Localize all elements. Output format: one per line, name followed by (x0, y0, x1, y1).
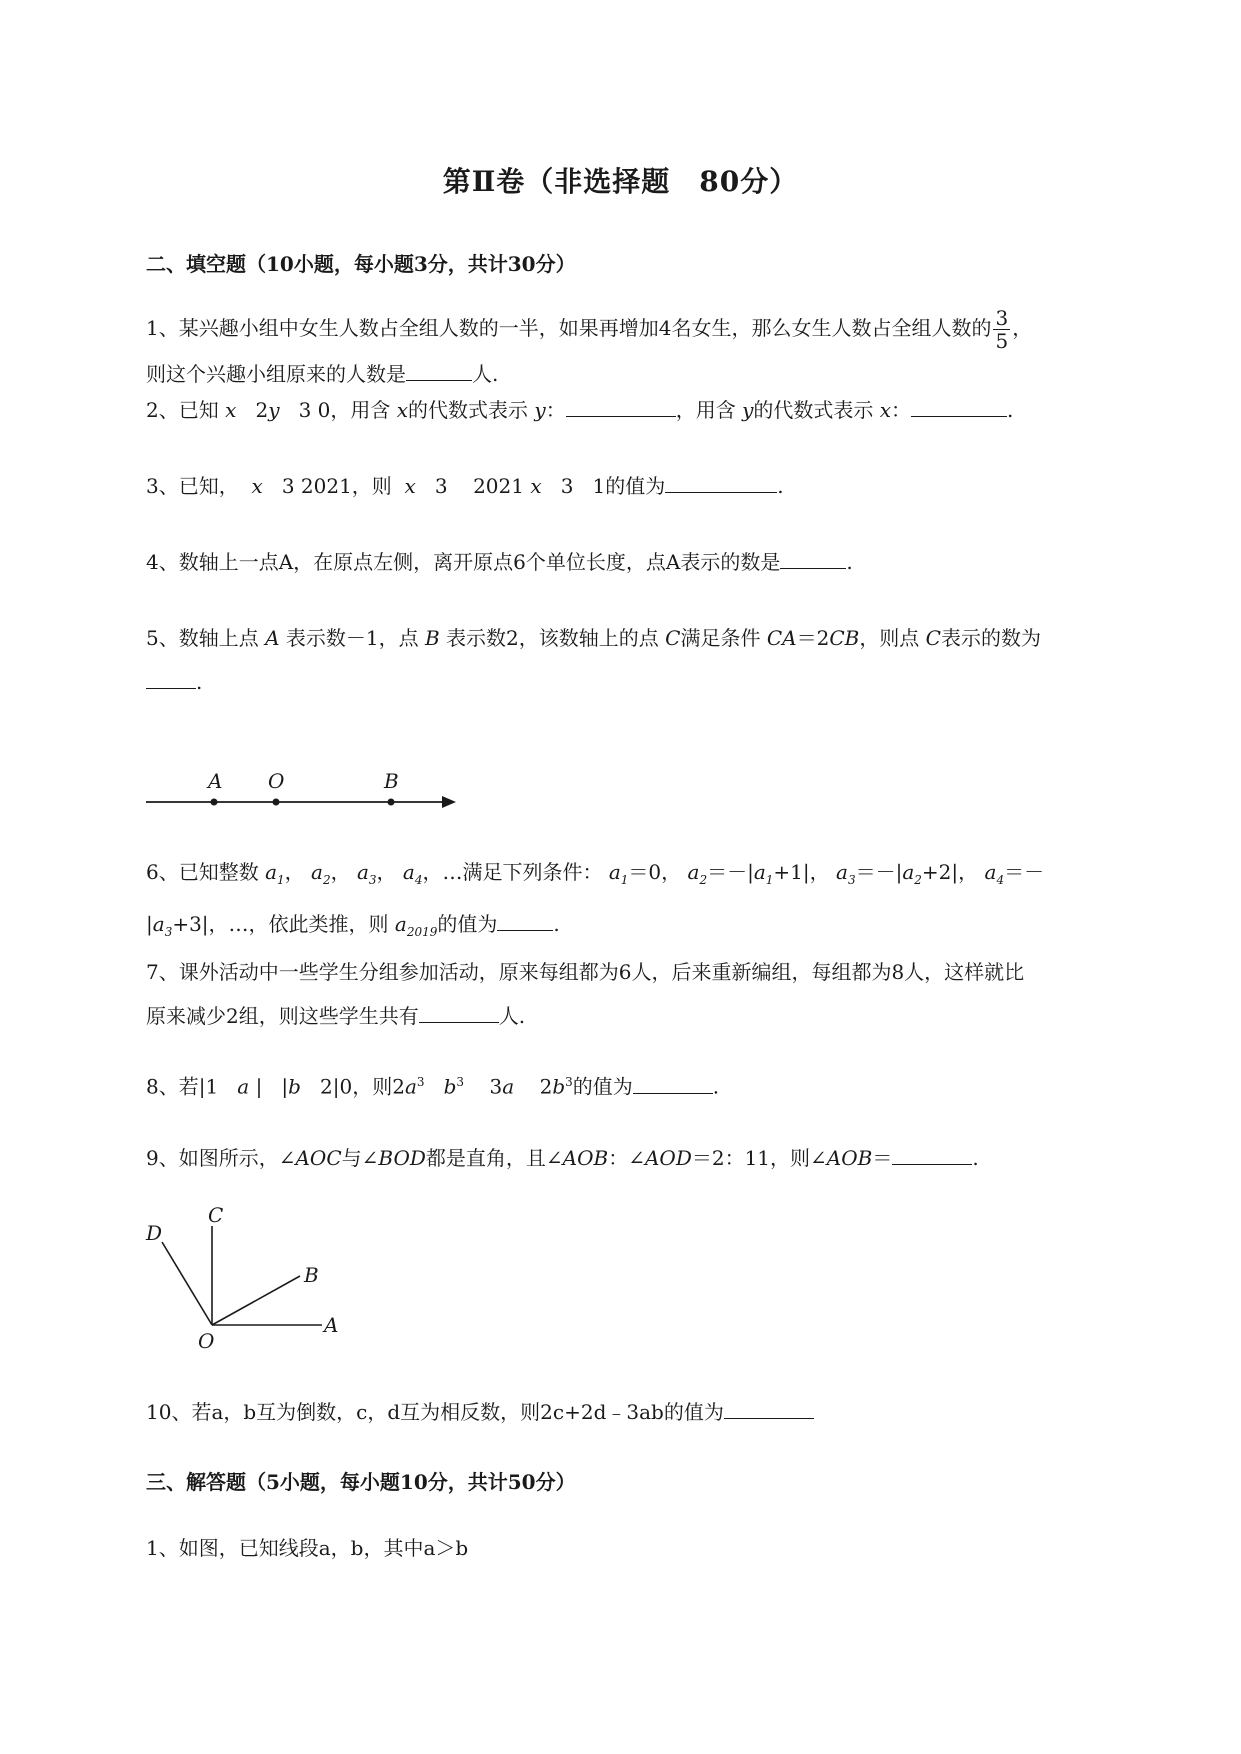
label-A: A (324, 1313, 339, 1337)
superscript: 3 (416, 1075, 425, 1089)
subscript: 1 (620, 873, 629, 887)
q6-text: 6、已知整数 (146, 860, 259, 884)
angle-figure (140, 1200, 340, 1353)
angle-aoc: AOC (295, 1146, 342, 1170)
var-a: a (984, 860, 997, 884)
answer-blank (724, 1396, 814, 1419)
var-x: x (396, 398, 409, 422)
point-b-dot (388, 799, 395, 806)
var-a: a (265, 860, 278, 884)
comma: ， (284, 860, 305, 884)
q3-text-2: 2021，则 (300, 474, 392, 498)
var-b: b (443, 1074, 457, 1099)
subscript: 3 (164, 925, 173, 939)
var-a: a (394, 912, 407, 936)
abs-bar: | (281, 1074, 289, 1099)
var-a: a (753, 860, 766, 884)
page-title: 第Ⅱ卷（非选择题 80分） (442, 165, 799, 198)
q4-end: . (846, 550, 853, 574)
var-a: a (902, 860, 915, 884)
q2-text-3: 的代数式表示 (408, 398, 529, 422)
var-a: a (687, 860, 700, 884)
subscript: 2019 (406, 925, 438, 939)
q8-coef: 3 (489, 1074, 503, 1099)
answer-question-1 (146, 1526, 1146, 1570)
number-line-figure (146, 768, 466, 818)
var-a: a (311, 860, 323, 884)
q3-const: 3 (434, 474, 448, 498)
q6-text-3: ＝0， (628, 860, 682, 884)
q2-colon: ： (891, 398, 912, 422)
var-y: y (268, 398, 280, 422)
q5-eq: ＝2 (796, 626, 830, 650)
q8-text-2: 2| (320, 1074, 340, 1099)
subscript: 4 (414, 873, 423, 887)
ray-od (162, 1242, 212, 1325)
fraction-numerator: 3 (995, 306, 1009, 330)
superscript: 3 (565, 1075, 573, 1089)
point-a-dot (211, 799, 218, 806)
abs-bar: | (146, 912, 153, 936)
q2-colon: ： (545, 398, 566, 422)
q3-const: 3 (281, 474, 295, 498)
label-C: C (208, 1203, 224, 1227)
q8-text-3: 0，则2 (339, 1074, 405, 1099)
point-C: C (925, 626, 941, 650)
q6-text-10: 的值为 (437, 912, 498, 936)
question-3 (146, 464, 1146, 508)
var-a: a (356, 860, 369, 884)
var-a: a (152, 912, 165, 936)
q3-text-3: 1的值为 (592, 474, 666, 498)
answer-blank (566, 394, 676, 417)
q3-const-2: 2021 (473, 474, 524, 498)
q6-text-5: +1|， (773, 860, 830, 884)
question-2 (146, 388, 1146, 432)
label-D: D (146, 1221, 163, 1245)
q2-text: 2、已知 (146, 398, 219, 422)
q6-text-8: ＝－ (1004, 860, 1045, 884)
answer-blank (780, 546, 846, 569)
answer-blank (892, 1142, 972, 1165)
var-x: x (251, 474, 263, 498)
arrow-right-icon (442, 796, 456, 808)
fraction (993, 307, 1010, 352)
q3-end: . (777, 474, 784, 498)
var-a: a (402, 860, 415, 884)
var-a: a (836, 860, 848, 884)
comma: ， (330, 860, 351, 884)
label-B: B (384, 769, 399, 793)
q3-text: 3、已知， (146, 474, 239, 498)
answer-blank (497, 908, 553, 931)
angle-aob: AOB (826, 1146, 873, 1170)
section-fill-heading: 二、填空题（10小题，每小题3分，共计30分） (146, 252, 576, 276)
q4-text: 4、数轴上一点A，在原点左侧，离开原点6个单位长度，点A表示的数是 (146, 550, 781, 574)
q5-end: . (196, 670, 203, 694)
q9-text-2: 与∠ (341, 1146, 379, 1170)
var-b: b (288, 1074, 301, 1099)
label-A: A (208, 769, 223, 793)
question-10 (146, 1390, 1146, 1434)
q5-text-4: 满足条件 (680, 626, 761, 650)
q8-end: . (712, 1074, 720, 1099)
var-y: y (742, 398, 754, 422)
subscript: 1 (765, 873, 774, 887)
question-6 (146, 850, 1146, 954)
subscript: 2 (914, 873, 922, 887)
label-O: O (198, 1329, 215, 1353)
q7-unit: 人. (498, 1004, 526, 1028)
point-A: A (265, 626, 280, 650)
point-C: C (665, 626, 681, 650)
var-a: a (237, 1074, 250, 1099)
superscript: 3 (456, 1075, 465, 1089)
var-x: x (404, 474, 416, 498)
q9-text-4: ：∠ (608, 1146, 645, 1170)
subscript: 3 (368, 873, 377, 887)
q9-text-5: ＝2：11，则∠ (691, 1146, 827, 1170)
q5-text-3: 表示数2，该数轴上的点 (446, 626, 659, 650)
point-o-dot (273, 799, 280, 806)
q9-end: . (972, 1146, 979, 1170)
fraction-denominator: 5 (995, 329, 1009, 353)
answer-blank (406, 358, 472, 381)
var-x: x (530, 474, 542, 498)
subscript: 4 (996, 873, 1005, 887)
q9-text: 9、如图所示，∠ (146, 1146, 296, 1170)
q8-text: 8、若|1 (146, 1074, 219, 1099)
var-x: x (225, 398, 237, 422)
q1-punct: ， (1012, 316, 1033, 340)
answer-blank (419, 1000, 499, 1023)
var-a: a (608, 860, 621, 884)
abs-bar: | (255, 1074, 263, 1099)
q1-text: 1、某兴趣小组中女生人数占全组人数的一半，如果再增加4名女生，那么女生人数占全组人数的 (146, 316, 992, 340)
segment-CB: CB (829, 626, 860, 650)
angle-aod: AOD (644, 1146, 692, 1170)
q1-unit: 人. (472, 362, 499, 386)
var-x: x (879, 398, 892, 422)
question-1 (146, 306, 1146, 396)
answer-blank (911, 394, 1007, 417)
q2-text-5: 的代数式表示 (753, 398, 874, 422)
q7-text: 7、课外活动中一些学生分组参加活动，原来每组都为6人，后来重新编组，每组都为8人，这样就比 (146, 960, 1025, 984)
q6-text-2: ，…满足下列条件： (422, 860, 603, 884)
q6-end: . (553, 912, 560, 936)
q7-text-2: 原来减少2组，则这些学生共有 (146, 1004, 419, 1028)
angle-aob: AOB (562, 1146, 609, 1170)
segment-CA: CA (766, 626, 797, 650)
q9-text-3: 都是直角，且∠ (425, 1146, 563, 1170)
q2-text-4: ，用含 (675, 398, 736, 422)
point-B: B (425, 626, 440, 650)
comma: ， (376, 860, 397, 884)
q3-const: 3 (560, 474, 574, 498)
q1-text-2: 则这个兴趣小组原来的人数是 (146, 362, 406, 386)
q6-text-6: ＝－| (855, 860, 903, 884)
angle-bod: BOD (378, 1146, 426, 1170)
q2-coef: 2 (255, 398, 269, 422)
q5-text-2: 表示数－1，点 (285, 626, 419, 650)
label-B: B (304, 1263, 319, 1287)
q6-text-9: +3|，…，依此类推，则 (172, 912, 389, 936)
answer-blank (633, 1071, 713, 1094)
a1-text: 1、如图，已知线段a，b，其中a＞b (146, 1536, 469, 1560)
question-8 (146, 1060, 1146, 1109)
answer-blank (146, 666, 196, 689)
q5-text-6: 表示的数为 (940, 626, 1041, 650)
var-y: y (534, 398, 546, 422)
subscript: 3 (847, 873, 856, 887)
subscript: 1 (277, 873, 285, 887)
ray-ob (212, 1276, 300, 1325)
q2-text-2: 0，用含 (317, 398, 391, 422)
q8-coef-2: 2 (539, 1074, 553, 1099)
label-O: O (268, 769, 285, 793)
q6-text-7: +2|， (921, 860, 979, 884)
q5-text: 5、数轴上点 (146, 626, 259, 650)
q5-text-5: ，则点 (859, 626, 920, 650)
q10-text: 10、若a，b互为倒数，c，d互为相反数，则2c+2d﹣3ab的值为 (146, 1400, 724, 1424)
q8-text-4: 的值为 (572, 1074, 633, 1099)
question-7 (146, 950, 1146, 1038)
var-a: a (404, 1074, 417, 1099)
q6-text-4: ＝－| (707, 860, 754, 884)
question-5 (146, 616, 1146, 704)
subscript: 2 (322, 873, 331, 887)
section-answer-heading: 三、解答题（5小题，每小题10分，共计50分） (146, 1470, 576, 1494)
var-b: b (552, 1074, 566, 1099)
subscript: 2 (699, 873, 708, 887)
var-a: a (502, 1074, 515, 1099)
answer-blank (665, 470, 777, 493)
question-4 (146, 540, 1146, 584)
question-9 (146, 1136, 1146, 1180)
q9-eq: ＝ (872, 1146, 893, 1170)
q2-const: 3 (298, 398, 312, 422)
q2-end: . (1007, 398, 1014, 422)
